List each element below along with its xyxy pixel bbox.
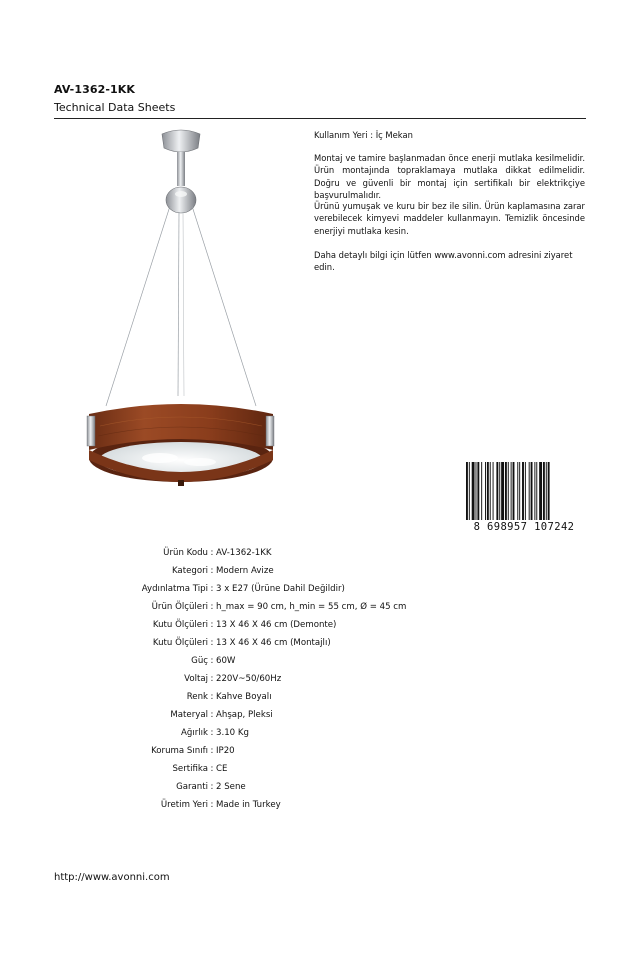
spec-separator: : — [210, 710, 214, 720]
usage-location-text: Kullanım Yeri : İç Mekan — [314, 130, 413, 140]
spec-label: Güç — [191, 656, 208, 666]
spec-row — [92, 616, 492, 634]
spec-label: Ürün Ölçüleri — [151, 602, 208, 612]
cleaning-instructions-text: Ürünü yumuşak ve kuru bir bez ile silin. Ürün kaplamasına zarar verebilecek kimyevi maddeler kullanmayın. Temizlik öncesinde enerjiyi mutlaka kesin. — [314, 201, 585, 236]
product-code-title: AV-1362-1KK — [54, 83, 136, 96]
header-divider — [54, 118, 586, 119]
safety-instructions-text: Montaj ve tamire başlanmadan önce enerji mutlaka kesilmelidir. Ürün montajında topraklamaya mutlaka dikkat edilmelidir. Doğru ve güvenli bir montaj için sertifikalı bir elektrikçiye başvurulmalıdır. — [314, 153, 585, 200]
barcode-digits: 8 698957 107242 — [473, 521, 575, 532]
page-subtitle: Technical Data Sheets — [54, 101, 176, 114]
spec-value: Made in Turkey — [216, 800, 281, 810]
spec-table — [92, 544, 492, 814]
spec-separator: : — [210, 746, 214, 756]
spec-label: Voltaj — [184, 674, 208, 684]
spec-value: 2 Sene — [216, 782, 246, 792]
spec-row — [92, 562, 492, 580]
spec-value: 3.10 Kg — [216, 728, 249, 738]
spec-value: Ahşap, Pleksi — [216, 710, 273, 720]
spec-value: 220V~50/60Hz — [216, 674, 282, 684]
barcode — [462, 462, 586, 532]
spec-label: Kutu Ölçüleri — [152, 638, 208, 648]
spec-value: h_max = 90 cm, h_min = 55 cm, Ø = 45 cm — [216, 602, 407, 612]
spec-separator: : — [210, 566, 214, 576]
spec-label: Aydınlatma Tipi — [141, 584, 208, 594]
spec-row — [92, 670, 492, 688]
spec-row — [92, 778, 492, 796]
more-info-text: Daha detaylı bilgi için lütfen www.avonni.com adresini ziyaret edin. — [314, 250, 573, 273]
spec-separator: : — [210, 656, 214, 666]
spec-row — [92, 724, 492, 742]
spec-label: Ağırlık — [180, 728, 208, 738]
spec-separator: : — [210, 692, 214, 702]
spec-separator: : — [210, 800, 214, 810]
spec-row — [92, 580, 492, 598]
spec-separator: : — [210, 674, 214, 684]
spec-row — [92, 796, 492, 814]
spec-label: Kategori — [171, 566, 208, 576]
spec-label: Ürün Kodu — [163, 548, 208, 558]
spec-value: IP20 — [216, 746, 235, 756]
spec-separator: : — [210, 728, 214, 738]
spec-value: Kahve Boyalı — [216, 692, 272, 702]
chandelier-image — [80, 128, 280, 498]
spec-row — [92, 598, 492, 616]
spec-row — [92, 760, 492, 778]
spec-separator: : — [210, 548, 214, 558]
spec-value: AV-1362-1KK — [216, 548, 272, 558]
spec-separator: : — [210, 638, 214, 648]
spec-label: Koruma Sınıfı — [151, 746, 208, 756]
spec-row — [92, 706, 492, 724]
spec-label: Üretim Yeri — [160, 800, 208, 810]
spec-separator: : — [210, 584, 214, 594]
spec-separator: : — [210, 764, 214, 774]
spec-row — [92, 688, 492, 706]
spec-value: 3 x E27 (Ürüne Dahil Değildir) — [216, 584, 345, 594]
spec-label: Sertifika — [172, 764, 208, 774]
spec-value: 60W — [216, 656, 236, 666]
spec-row — [92, 742, 492, 760]
spec-value: 13 X 46 X 46 cm (Demonte) — [216, 620, 337, 630]
spec-separator: : — [210, 602, 214, 612]
spec-label: Renk — [186, 692, 208, 702]
spec-separator: : — [210, 620, 214, 630]
spec-label: Garanti — [176, 782, 208, 792]
spec-label: Materyal — [170, 710, 208, 720]
spec-value: Modern Avize — [216, 566, 274, 576]
spec-label: Kutu Ölçüleri — [152, 620, 208, 630]
footer-website-link[interactable]: http://www.avonni.com — [54, 872, 170, 883]
spec-row — [92, 652, 492, 670]
spec-row — [92, 544, 492, 562]
spec-value: CE — [216, 764, 228, 774]
spec-separator: : — [210, 782, 214, 792]
spec-value: 13 X 46 X 46 cm (Montajlı) — [216, 638, 331, 648]
spec-row — [92, 634, 492, 652]
